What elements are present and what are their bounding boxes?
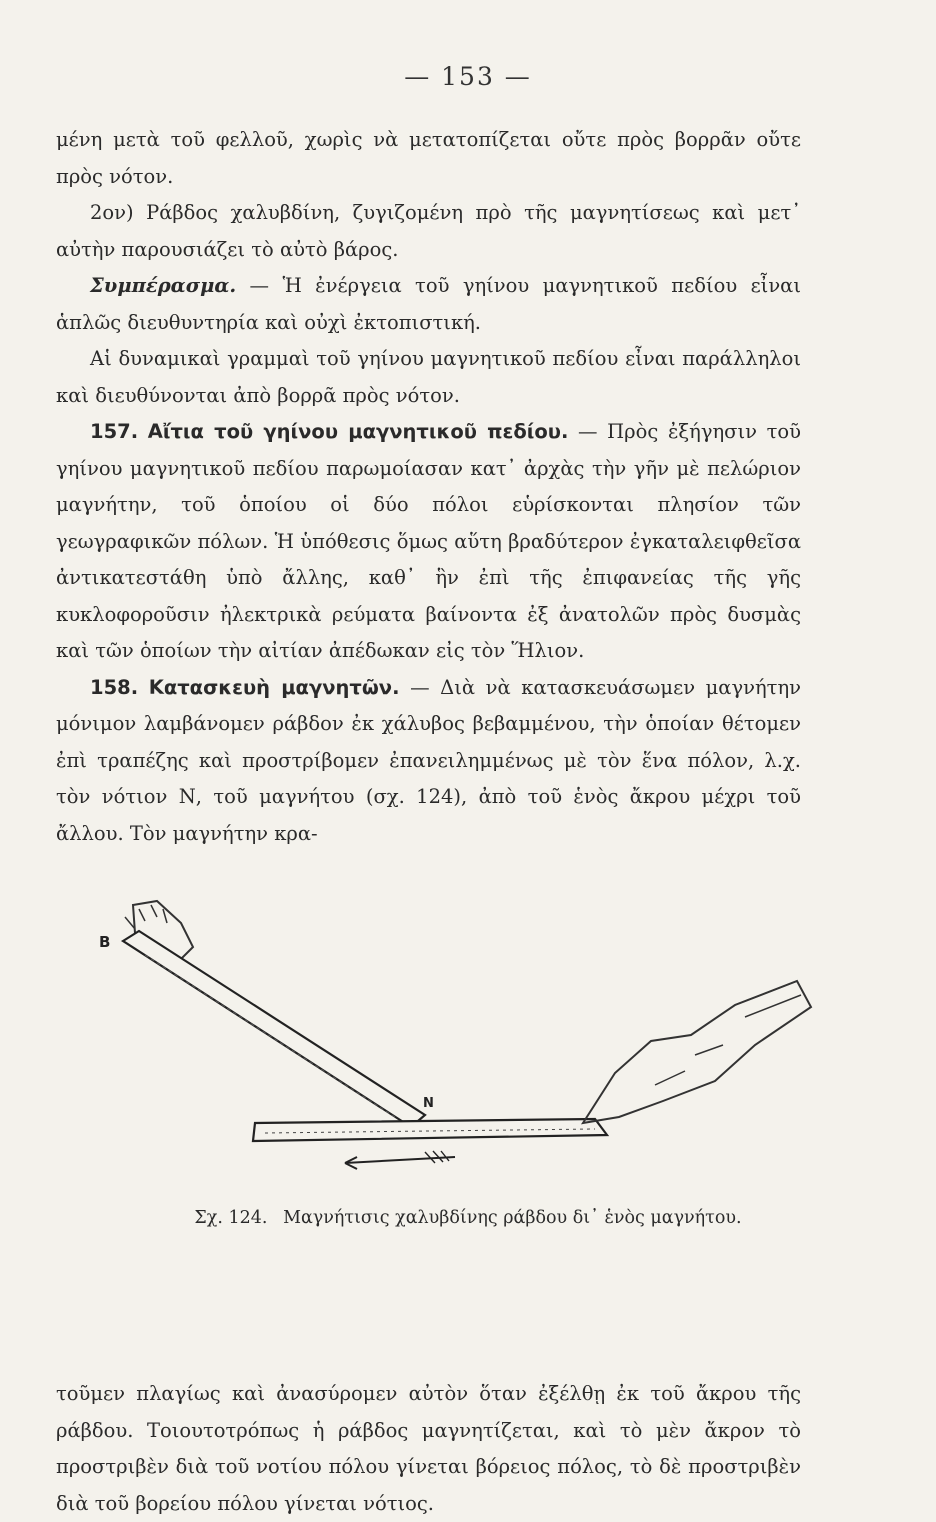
paragraph-text: — Διὰ νὰ κατασκευάσωμεν μαγνήτην μόνιμον λαμβάνομεν ράβδον ἐκ χάλυβος βεβαμμένου, τὴν ὁποίαν θέτομεν ἐπὶ τραπέζης καὶ προστρίβομεν ἐπανειλημμένως μὲ τὸν ἕνα πόλον, λ.χ. τὸν νότιον Ν, τοῦ μαγνήτου (σχ. 124), ἀπὸ τοῦ ἑνὸς ἄκρου μέχρι τοῦ ἄλλου. Τὸν μαγνήτην κρα- [56, 675, 801, 845]
figure-illustration [95, 895, 835, 1195]
paragraph-text: μένη μετὰ τοῦ φελλοῦ, χωρὶς νὰ μετατοπίζεται οὔτε πρὸς βορρᾶν οὔτε πρὸς νότον. [56, 128, 801, 188]
label-b: B [99, 933, 111, 951]
section-heading: Αἴτια τοῦ γηίνου μαγνητικοῦ πεδίου. [147, 420, 569, 443]
section-heading: Κατασκευὴ μαγνητῶν. [148, 675, 400, 699]
paragraph [56, 414, 801, 670]
main-text-bottom [56, 1376, 801, 1522]
caption-number: Σχ. 124. [194, 1208, 268, 1228]
section-number: 157. [90, 420, 139, 443]
right-hand [583, 981, 811, 1123]
figure-magnetization [95, 895, 835, 1195]
paragraph [56, 1376, 801, 1522]
caption-text: Μαγνήτισις χαλυβδίνης ράβδου δι᾽ ἑνὸς μαγνήτου. [283, 1208, 742, 1228]
paragraph [56, 122, 801, 195]
paragraph [56, 341, 801, 414]
paragraph-text: 2ον) Ράβδος χαλυβδίνη, ζυγιζομένη πρὸ τῆς μαγνητίσεως καὶ μετ᾽ αὐτὴν παρουσιάζει τὸ αὐτὸ βάρος. [56, 201, 801, 261]
figure-caption [0, 1208, 936, 1228]
main-text-top [56, 122, 801, 852]
paragraph-text: — Πρὸς ἐξήγησιν τοῦ γηίνου μαγνητικοῦ πεδίου παρωμοίασαν κατ᾽ ἀρχὰς τὴν γῆν μὲ πελώριον μαγνήτην, τοῦ ὁποίου οἱ δύο πόλοι εὑρίσκονται πλησίον τῶν γεωγραφικῶν πόλων. Ἡ ὑπόθεσις ὅμως αὕτη βραδύτερον ἐγκαταλειφθεῖσα ἀντικατεστάθη ὑπὸ ἄλλης, καθ᾽ ἣν ἐπὶ τῆς ἐπιφανείας τῆς γῆς κυκλοφοροῦσιν ἠλεκτρικὰ ρεύματα βαίνοντα ἐξ ἀνατολῶν πρὸς δυσμὰς καὶ τῶν ὁποίων τὴν αἰτίαν ἀπέδωκαν εἰς τὸν Ἥλιον. [56, 420, 802, 662]
paragraph [56, 670, 801, 853]
paragraph-text: τοῦμεν πλαγίως καὶ ἀνασύρομεν αὐτὸν ὅταν ἐξέλθῃ ἐκ τοῦ ἄκρου τῆς ράβδου. Τοιουτοτρόπως ἡ ράβδος μαγνητίζεται, καὶ τὸ μὲν ἄκρον τὸ προστριβὲν διὰ τοῦ νοτίου πόλου γίνεται βόρειος πόλος, τὸ δὲ προστριβὲν διὰ τοῦ βορείου πόλου γίνεται νότιος. [56, 1382, 801, 1515]
rod-shading [145, 955, 395, 1117]
conclusion-heading: Συμπέρασμα. [90, 274, 237, 297]
hand-shading [125, 905, 167, 929]
page-number: — 153 — [404, 62, 532, 91]
paragraph [56, 195, 801, 268]
section-number: 158. [90, 675, 139, 699]
label-n: N [423, 1096, 434, 1111]
steel-bar [253, 1119, 607, 1141]
paragraph-text: — Ἡ ἐνέργεια τοῦ γηίνου μαγνητικοῦ πεδίου εἶναι ἁπλῶς διευθυντηρία καὶ οὐχὶ ἐκτοπιστική. [56, 274, 801, 334]
magnet-rod [123, 931, 425, 1127]
paragraph-text: Αἱ δυναμικαὶ γραμμαὶ τοῦ γηίνου μαγνητικοῦ πεδίου εἶναι παράλληλοι καὶ διευθύνονται ἀπὸ βορρᾶ πρὸς νότον. [56, 347, 801, 407]
paragraph [56, 268, 801, 341]
